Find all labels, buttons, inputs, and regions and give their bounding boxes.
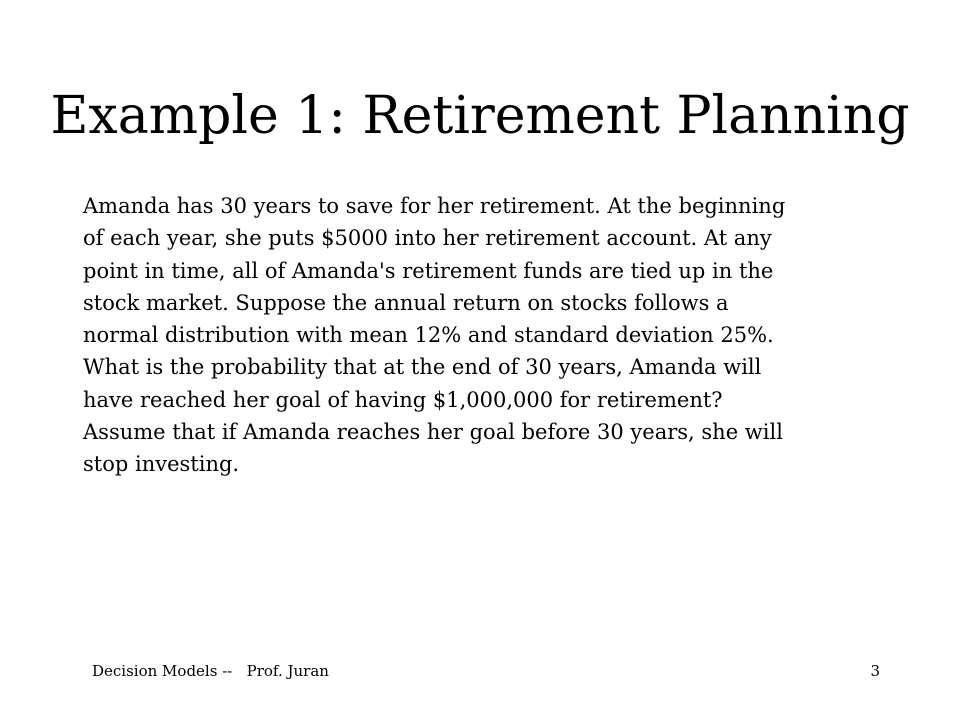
slide-body-text (83, 190, 883, 481)
body-line: point in time, all of Amanda's retirement funds are tied up in the (83, 258, 774, 283)
body-line: of each year, she puts $5000 into her retirement account. At any (83, 226, 772, 251)
body-line: stock market. Suppose the annual return on stocks follows a (83, 290, 729, 315)
footer-course-label: Decision Models -- Prof. Juran (92, 662, 329, 680)
slide-title: Example 1: Retirement Planning (50, 86, 910, 146)
body-line: Amanda has 30 years to save for her retirement. At the beginning (83, 194, 786, 218)
body-line: Assume that if Amanda reaches her goal before 30 years, she will (83, 420, 783, 445)
body-line: have reached her goal of having $1,000,000 for retirement? (83, 387, 723, 412)
page-number: 3 (870, 662, 880, 680)
body-line: normal distribution with mean 12% and standard deviation 25%. (83, 323, 774, 348)
body-line: What is the probability that at the end of 30 years, Amanda will (83, 355, 762, 380)
body-line: stop investing. (83, 452, 240, 477)
